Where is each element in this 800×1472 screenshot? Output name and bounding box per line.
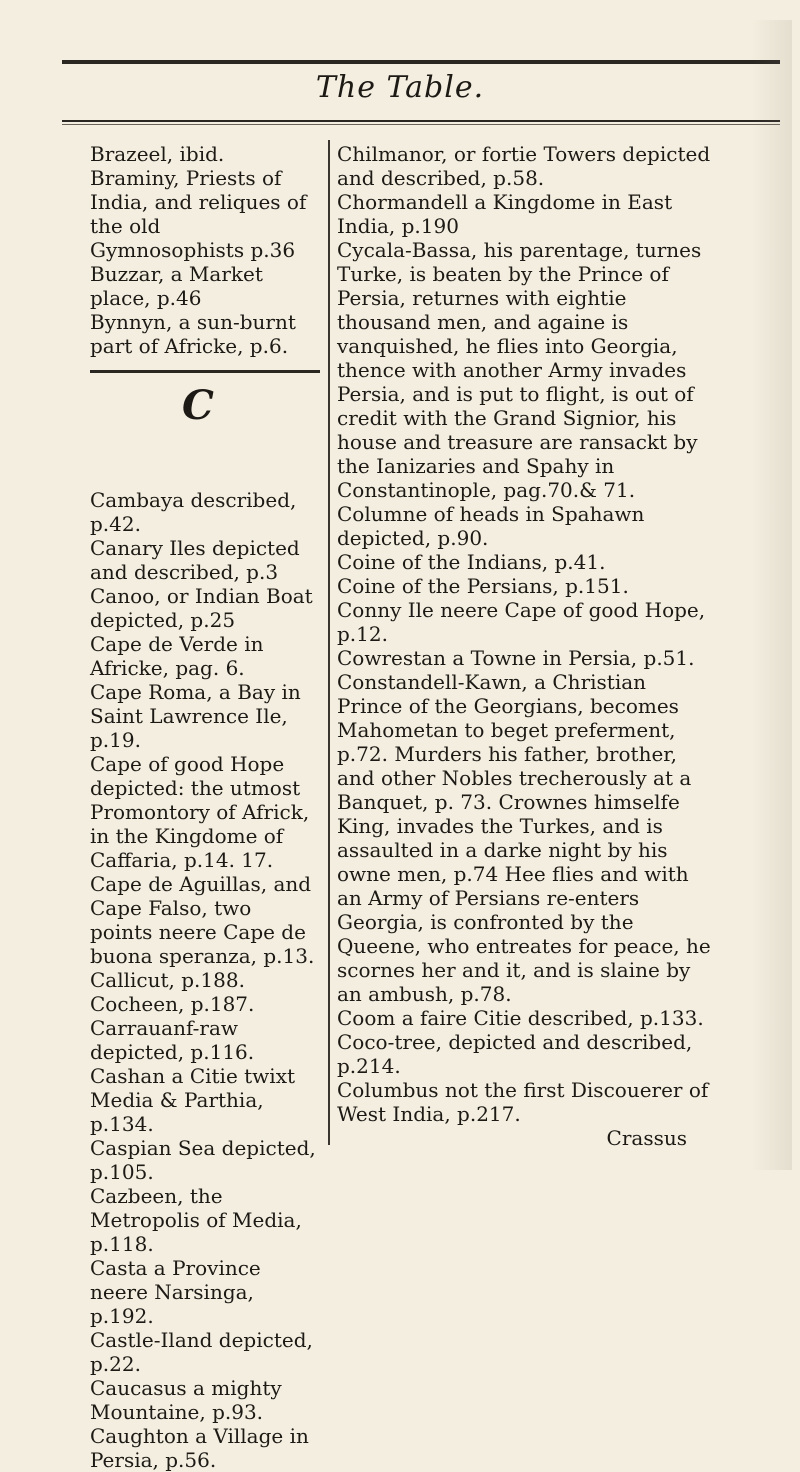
index-entry: Braminy, Priests of India, and reliques of the old Gymnosophists p.36	[90, 166, 307, 262]
right-column	[337, 142, 717, 1150]
top-rule	[62, 60, 780, 64]
index-entry: Brazeel, ibid.	[90, 142, 225, 166]
section-letter: C	[182, 382, 214, 429]
index-entry: Bynnyn, a sun-burnt part of Africke, p.6.	[90, 310, 296, 358]
index-entry: Cape de Verde in Africke, pag. 6.	[90, 632, 264, 680]
ornament-rule	[90, 370, 320, 373]
index-entry: Chilmanor, or fortie Towers depicted and described, p.58.	[337, 142, 711, 190]
index-entry: Cape Roma, a Bay in Saint Lawrence Ile, p.19.	[90, 680, 301, 752]
index-entry: Coco-tree, depicted and described, p.214.	[337, 1030, 693, 1078]
index-entry: Caucasus a mighty Mountaine, p.93.	[90, 1376, 282, 1424]
header-rule	[62, 120, 780, 122]
index-entry: Cazbeen, the Metropolis of Media, p.118.	[90, 1184, 302, 1256]
index-entry: Canoo, or Indian Boat depicted, p.25	[90, 584, 313, 632]
left-column	[90, 142, 320, 1472]
index-entry: Chormandell a Kingdome in East India, p.190	[337, 190, 673, 238]
header-rule-thin	[62, 124, 780, 125]
index-entry: Cocheen, p.187.	[90, 992, 255, 1016]
index-entry: Caughton a Village in Persia, p.56.	[90, 1424, 309, 1472]
index-entry: Columne of heads in Spahawn depicted, p.90.	[337, 502, 645, 550]
index-entry: Columbus not the first Discouerer of West India, p.217.	[337, 1078, 709, 1126]
index-entry: Casta a Province neere Narsinga, p.192.	[90, 1256, 261, 1328]
index-entry: Buzzar, a Market place, p.46	[90, 262, 263, 310]
section-header	[90, 364, 320, 484]
index-entry: Callicut, p.188.	[90, 968, 245, 992]
index-entry: Coine of the Indians, p.41.	[337, 550, 606, 574]
index-entry: Carrauanf-raw depicted, p.116.	[90, 1016, 255, 1064]
index-entry: Cambaya described, p.42.	[90, 488, 297, 536]
page-shadow	[752, 20, 792, 1170]
index-entry: Cashan a Citie twixt Media & Parthia, p.134.	[90, 1064, 296, 1136]
page-title: The Table.	[315, 70, 485, 105]
index-entry: Cycala-Bassa, his parentage, turnes Turke, is beaten by the Prince of Persia, returnes with eightie thousand men, and againe is vanquished, he flies into Georgia, thence with another Army invades Persia, and is put to flight, is out of credit with the Grand Signior, his house and treasure are ransackt by the Ianizaries and Spahy in Constantinople, pag.70.& 71.	[337, 238, 702, 502]
index-entry: Castle-Iland depicted, p.22.	[90, 1328, 313, 1376]
index-entry: Caspian Sea depicted, p.105.	[90, 1136, 316, 1184]
index-entry: Canary Iles depicted and described, p.3	[90, 536, 300, 584]
index-entry: Cape de Aguillas, and Cape Falso, two points neere Cape de buona speranza, p.13.	[90, 872, 315, 968]
index-entry: Cape of good Hope depicted: the utmost Promontory of Africk, in the Kingdome of Caffaria, p.14. 17.	[90, 752, 310, 872]
index-entry: Constandell-Kawn, a Christian Prince of the Georgians, becomes Mahometan to beget preferment, p.72. Murders his father, brother, and other Nobles trecherously at a Banquet, p. 73. Crownes himselfe King, invades the Turkes, and is assaulted in a darke night by his owne men, p.74 Hee flies and with an Army of Persians re-enters Georgia, is confronted by the Queene, who entreates for peace, he scornes her and it, and is slaine by an ambush, p.78.	[337, 670, 711, 1006]
column-divider	[328, 140, 330, 1145]
index-entry: Cowrestan a Towne in Persia, p.51.	[337, 646, 695, 670]
index-entry: Coine of the Persians, p.151.	[337, 574, 629, 598]
index-entry: Conny Ile neere Cape of good Hope, p.12.	[337, 598, 706, 646]
catchword: Crassus	[606, 1126, 687, 1150]
index-entry: Coom a faire Citie described, p.133.	[337, 1006, 704, 1030]
